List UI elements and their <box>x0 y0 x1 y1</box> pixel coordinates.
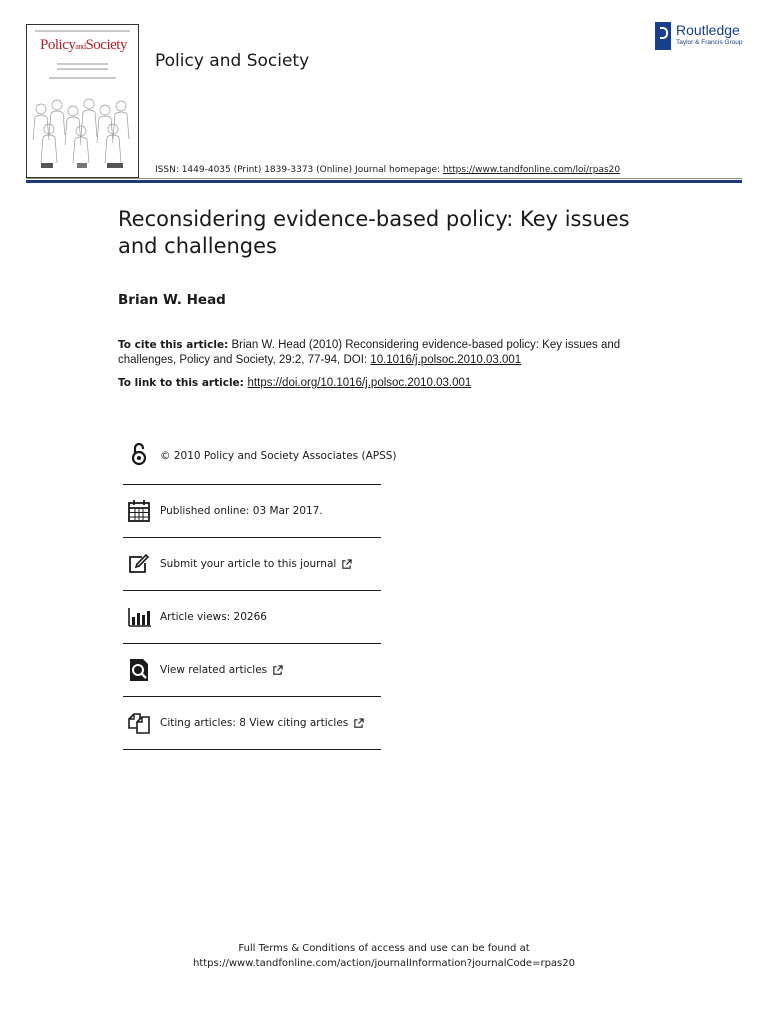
edit-icon <box>126 551 152 577</box>
routledge-r-icon <box>655 22 671 50</box>
cite-label: To cite this article: <box>118 339 229 351</box>
article-info-list <box>123 428 397 750</box>
bar-chart-icon <box>126 604 152 630</box>
info-row-related[interactable] <box>123 644 381 697</box>
header-divider <box>26 180 742 183</box>
journal-homepage-link[interactable]: https://www.tandfonline.com/loi/rpas20 <box>442 165 621 175</box>
article-author: Brian W. Head <box>118 292 226 308</box>
journal-cover-image <box>26 24 139 178</box>
journal-name: Policy and Society <box>155 51 310 71</box>
cite-text: Brian W. Head (2010) Reconsidering evidence-based policy: Key issues and challenges, Policy and Society, 29:2, 77-94, DOI: <box>118 339 621 366</box>
cover-illustration <box>27 95 139 165</box>
submit-article-link[interactable]: Submit your article to this journal <box>160 538 352 590</box>
open-access-icon <box>126 441 152 467</box>
info-row-submit[interactable] <box>123 538 381 591</box>
published-text: Published online: 03 Mar 2017. <box>160 505 323 517</box>
article-title: Reconsidering evidence-based policy: Key issues and challenges <box>118 207 630 258</box>
publisher-name: Routledge <box>676 22 740 38</box>
article-doi-link[interactable]: https://doi.org/10.1016/j.polsoc.2010.03.001 <box>247 377 472 389</box>
citing-documents-icon <box>126 710 152 736</box>
citing-articles-link[interactable]: Citing articles: 8 View citing articles <box>160 697 364 749</box>
publisher-subname: Taylor & Francis Group <box>676 39 743 46</box>
view-related-articles-link[interactable]: View related articles <box>160 644 283 696</box>
footer-terms-link[interactable]: https://www.tandfonline.com/action/journalInformation?journalCode=rpas20 <box>193 958 575 969</box>
external-link-icon <box>353 718 364 729</box>
citation-block <box>118 338 648 368</box>
copyright-text: © 2010 Policy and Society Associates (APSS) <box>160 450 397 462</box>
info-row-copyright <box>123 428 397 485</box>
calendar-icon <box>126 498 152 524</box>
info-row-citing[interactable] <box>123 697 381 750</box>
publisher-logo <box>651 20 751 52</box>
issn-text: ISSN: 1449-4035 (Print) 1839-3373 (Online) Journal homepage: <box>155 165 443 175</box>
search-document-icon <box>126 657 152 683</box>
article-link-block <box>118 377 471 389</box>
info-row-views <box>123 591 381 644</box>
footer-terms <box>0 941 768 971</box>
footer-line-1: Full Terms & Conditions of access and use can be found at <box>238 943 530 954</box>
article-views-text: Article views: 20266 <box>160 611 267 623</box>
external-link-icon <box>272 665 283 676</box>
header-divider-thin <box>26 178 742 179</box>
link-label: To link to this article: <box>118 377 248 389</box>
issn-line <box>155 165 620 175</box>
cite-doi-link[interactable]: 10.1016/j.polsoc.2010.03.001 <box>370 354 522 366</box>
cover-publisher-logos <box>37 161 129 171</box>
info-row-published <box>123 485 381 538</box>
cover-logo: PolicyandSociety <box>40 37 127 53</box>
external-link-icon <box>341 559 352 570</box>
